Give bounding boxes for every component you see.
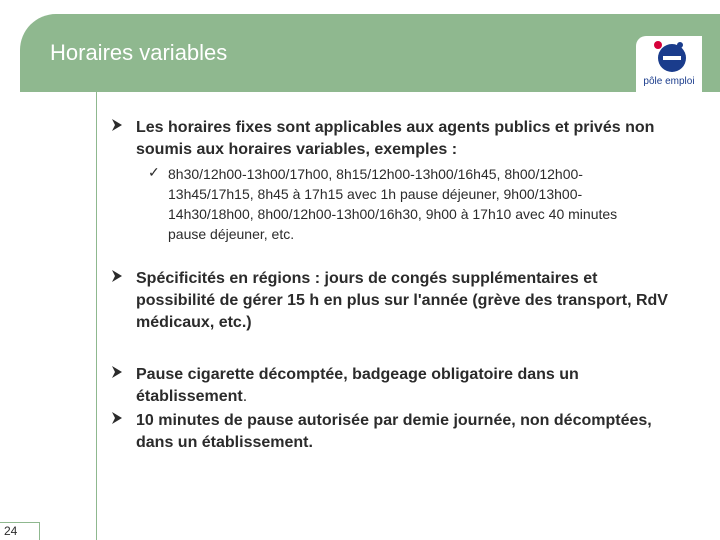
pole-emploi-logo (636, 36, 702, 92)
page-title: Horaires variables (50, 40, 228, 65)
arrow-bullet-icon (110, 269, 124, 283)
logo-mark-icon (650, 38, 690, 74)
bullet-text: 10 minutes de pause autorisée par demie journée, non décomptées, dans un établissement. (136, 412, 652, 451)
bullet-text-tail: . (242, 388, 248, 405)
sub-bullet-text: 8h30/12h00-13h00/17h00, 8h15/12h00-13h00/16h45, 8h00/12h00-13h45/17h15, 8h45 à 17h15 avec 1h pause déjeuner, 9h00/13h00-14h30/18h00, 8h00/12h00-13h00/16h30, 9h00 à 17h10 avec 40 minutes pause déjeuner, etc. (168, 166, 618, 242)
checkmark-icon: ✓ (148, 164, 160, 180)
slide-number: 24 (4, 524, 18, 538)
left-rule (96, 92, 97, 540)
arrow-bullet-icon (110, 118, 124, 132)
slide-number-box (0, 522, 40, 540)
logo-text: pôle emploi (643, 76, 695, 87)
bullet-text (136, 364, 676, 408)
bullet-text: Les horaires fixes sont applicables aux agents publics et privés non soumis aux horaires variables, exemples : (136, 119, 655, 158)
bullet-text-bold: Pause cigarette décomptée, badgeage obligatoire dans un établissement (136, 366, 579, 405)
arrow-bullet-icon (110, 365, 124, 379)
arrow-bullet-icon (110, 411, 124, 425)
bullet-text: Spécificités en régions : jours de congés supplémentaires et possibilité de gérer 15 h en plus sur l'année (grève des transport, RdV médicaux, etc.) (136, 270, 668, 331)
